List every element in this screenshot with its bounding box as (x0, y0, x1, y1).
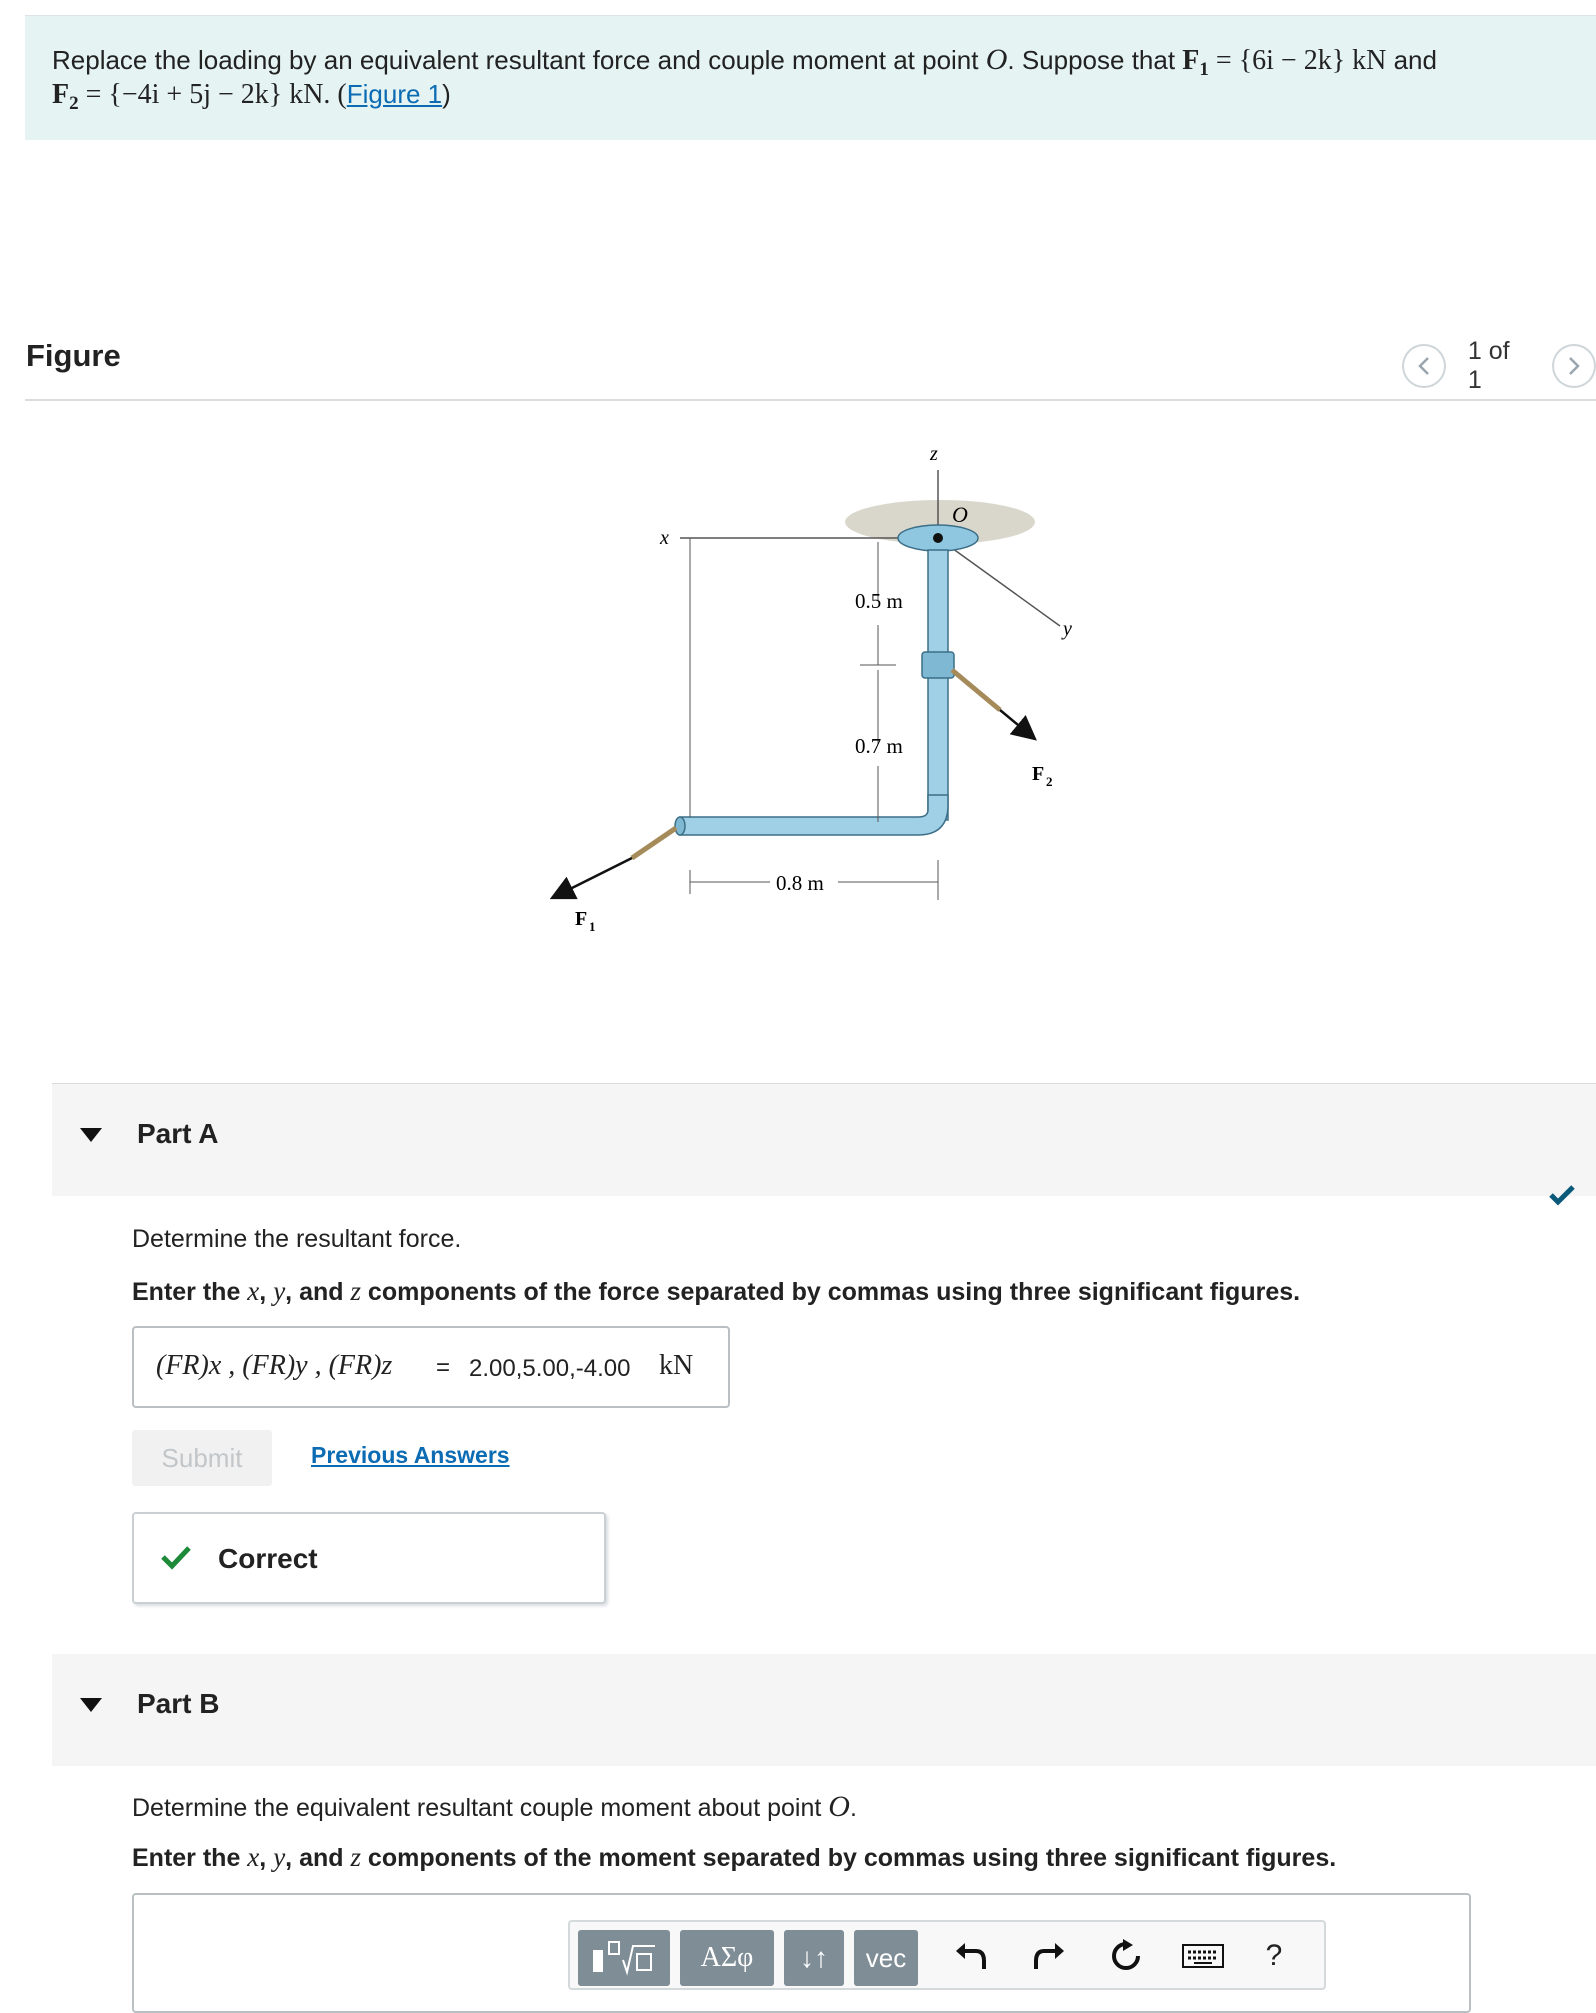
f1-label: F (575, 908, 588, 930)
y-axis-label: y (1063, 618, 1072, 640)
answer-value: 2.00,5.00,-4.00 (469, 1355, 631, 1382)
f2-symbol: F (52, 79, 70, 110)
instr-a-post: components of the force separated by commas using three significant figures. (360, 1278, 1301, 1306)
f1-cable (632, 828, 676, 858)
problem-line-2 (52, 79, 451, 115)
correct-check-icon (160, 1544, 192, 1575)
problem-intro-text: Replace the loading by an equivalent resultant force and couple moment at point (52, 45, 986, 75)
instr-b-and: , and (285, 1844, 351, 1872)
f2-subscript: 2 (69, 93, 79, 115)
f2-label-subscript: 2 (1046, 774, 1053, 789)
part-a-header[interactable] (52, 1084, 1596, 1196)
answer-unit: kN (659, 1350, 694, 1381)
f1-symbol: F (1182, 45, 1200, 76)
figure-pager (1402, 337, 1596, 395)
y-axis-line (938, 538, 1060, 626)
math-toolbar (568, 1920, 1326, 1990)
checkmark-icon (1548, 1184, 1576, 1211)
part-a-title: Part A (137, 1118, 219, 1149)
z-axis-label: z (930, 443, 938, 465)
instr-b-x: x (247, 1842, 260, 1872)
instr-a-pre: Enter the (132, 1278, 248, 1306)
part-a-answer-field[interactable] (132, 1326, 730, 1408)
submit-button[interactable]: Submit (132, 1430, 272, 1486)
help-icon[interactable]: ? (1265, 1939, 1283, 1972)
instr-a-z: z (350, 1276, 361, 1306)
figure-divider (25, 399, 1596, 401)
point-o-symbol: O (985, 43, 1008, 76)
problem-close-paren: ) (442, 79, 451, 109)
pipe-assembly-diagram (520, 430, 1080, 950)
part-b-question-pre: Determine the equivalent resultant couple moment about point (132, 1794, 829, 1822)
part-b-title: Part B (137, 1688, 220, 1719)
redo-icon[interactable] (1030, 1936, 1070, 1976)
f1-value: = {6i − 2k} kN (1208, 45, 1387, 76)
feedback-text: Correct (218, 1543, 318, 1574)
vertical-pipe (928, 550, 948, 820)
instr-a-y: y (273, 1276, 286, 1306)
chevron-left-icon[interactable] (1402, 344, 1446, 388)
dim-label-0-7m: 0.7 m (855, 734, 903, 758)
instr-b-comma: , (259, 1844, 274, 1872)
f2-cable (952, 670, 1000, 710)
part-b-question-post: . (849, 1794, 857, 1822)
part-b-header[interactable] (52, 1654, 1596, 1766)
vec-button[interactable]: vec (854, 1930, 918, 1986)
dim-label-0-5m: 0.5 m (855, 589, 903, 613)
problem-line-1 (52, 43, 1437, 81)
part-a-instructions (132, 1276, 1300, 1307)
pipe-collar (922, 652, 954, 678)
f1-arrow (552, 858, 632, 898)
f2-value: = {−4i + 5j − 2k} kN. ( (78, 79, 347, 110)
part-b-instructions (132, 1842, 1336, 1873)
keyboard-icon[interactable] (1180, 1936, 1226, 1976)
part-a-question: Determine the resultant force. (132, 1225, 462, 1253)
arrows-button[interactable]: ↓↑ (784, 1930, 844, 1986)
collapse-triangle-icon[interactable] (80, 1698, 102, 1712)
f1-label-subscript: 1 (589, 919, 596, 934)
instr-a-and: , and (285, 1278, 351, 1306)
problem-and-text: and (1386, 45, 1437, 75)
greek-symbols-button[interactable]: ΑΣφ (680, 1930, 774, 1986)
f2-label: F (1032, 763, 1045, 785)
templates-icon (589, 1938, 659, 1978)
pager-text: 1 of 1 (1467, 337, 1510, 394)
instr-a-comma: , (259, 1278, 274, 1306)
f2-arrow (1000, 710, 1035, 739)
pipe-end (675, 817, 685, 835)
answer-variable-label: (FR)x , (FR)y , (FR)z (156, 1350, 393, 1381)
undo-icon[interactable] (950, 1936, 990, 1976)
x-axis-label: x (660, 527, 669, 549)
dim-label-0-8m: 0.8 m (776, 871, 824, 895)
point-o-label: O (952, 502, 968, 527)
point-o-dot (933, 533, 943, 543)
figure-heading: Figure (26, 338, 121, 373)
instr-b-z: z (350, 1842, 361, 1872)
collapse-triangle-icon[interactable] (80, 1128, 102, 1142)
horizontal-pipe (680, 795, 948, 835)
answer-equals: = (436, 1354, 451, 1381)
figure-1-link[interactable]: Figure 1 (346, 79, 443, 109)
f1-subscript: 1 (1199, 59, 1209, 81)
previous-answers-link[interactable]: Previous Answers (311, 1442, 510, 1468)
instr-b-pre: Enter the (132, 1844, 248, 1872)
feedback-box (132, 1512, 606, 1604)
part-b-question (132, 1790, 857, 1824)
reset-icon[interactable] (1106, 1936, 1146, 1976)
instr-a-x: x (247, 1276, 260, 1306)
chevron-right-icon[interactable] (1552, 344, 1596, 388)
part-b-answer-box[interactable] (132, 1893, 1471, 2013)
instr-b-post: components of the moment separated by commas using three significant figures. (360, 1844, 1337, 1872)
part-b-point-o: O (828, 1790, 850, 1823)
instr-b-y: y (273, 1842, 286, 1872)
problem-statement (25, 16, 1596, 140)
problem-mid-text: . Suppose that (1007, 45, 1183, 75)
